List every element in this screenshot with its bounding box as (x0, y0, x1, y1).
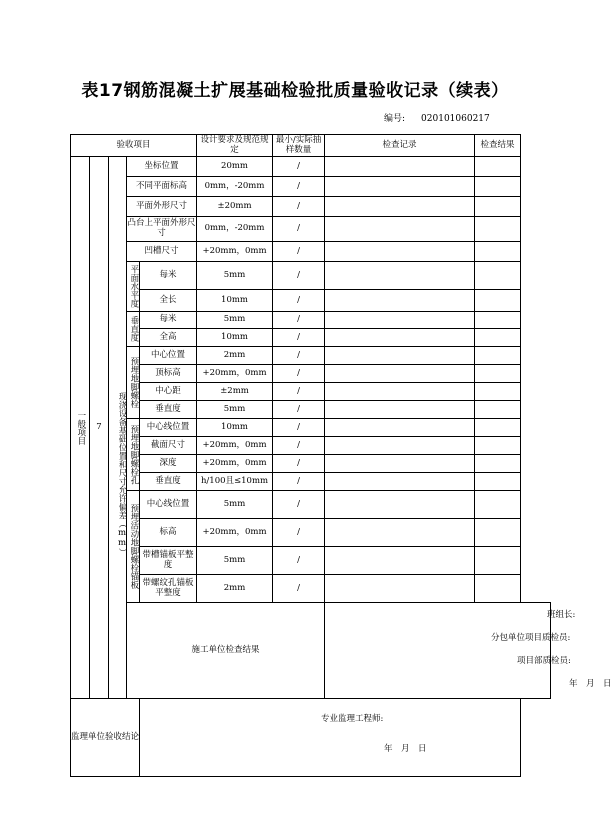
check-record-cell[interactable] (325, 262, 475, 290)
sample-count: / (273, 383, 325, 401)
header-check-record: 检查记录 (325, 135, 475, 157)
sample-count: / (273, 312, 325, 329)
design-value: +20mm，0mm (197, 519, 273, 547)
item-name: 中心线位置 (140, 491, 197, 519)
sample-count: / (273, 491, 325, 519)
record-code (384, 111, 490, 124)
check-record-cell[interactable] (325, 177, 475, 197)
item-name: 中心距 (140, 383, 197, 401)
design-value: 5mm (197, 262, 273, 290)
sample-count: / (273, 290, 325, 312)
design-value: 20mm (197, 157, 273, 177)
check-result-cell[interactable] (475, 575, 521, 603)
team-leader-label: 班组长: (547, 610, 576, 620)
subgroup-anchor-bolt-hole: 预埋地脚螺栓孔 (127, 419, 140, 491)
check-result-cell[interactable] (475, 242, 521, 262)
design-value: +20mm，0mm (197, 437, 273, 455)
design-value: ±20mm (197, 197, 273, 217)
inspection-table (70, 134, 612, 777)
subgroup-anchor-bolt: 预埋地脚螺栓 (127, 347, 140, 419)
check-result-cell[interactable] (475, 262, 521, 290)
design-value: 10mm (197, 290, 273, 312)
code-value: 020101060217 (421, 114, 490, 124)
item-number: 7 (90, 157, 109, 699)
sample-count: / (273, 473, 325, 491)
header-design-requirement: 设计要求及规范规定 (197, 135, 273, 157)
check-result-cell[interactable] (475, 290, 521, 312)
design-value: 5mm (197, 547, 273, 575)
item-name: 每米 (140, 262, 197, 290)
sample-count: / (273, 157, 325, 177)
table-row (71, 177, 551, 197)
sample-count: / (273, 575, 325, 603)
header-sample-count: 最小/实际抽样数量 (273, 135, 325, 157)
engineer-label: 专业监理工程师: (321, 714, 384, 724)
table-row (71, 401, 551, 419)
subgroup-vertical: 垂直度 (127, 312, 140, 347)
subgroup-level: 平面水平度 (127, 262, 140, 312)
check-record-cell[interactable] (325, 419, 475, 437)
check-result-cell[interactable] (475, 347, 521, 365)
construction-date: 年 月 日 (569, 679, 612, 689)
item-name: 全高 (140, 329, 197, 347)
check-record-cell[interactable] (325, 519, 475, 547)
table-row (71, 262, 551, 276)
check-result-cell[interactable] (475, 437, 521, 455)
item-name: 全长 (140, 290, 197, 312)
table-row (71, 329, 551, 347)
header-inspection-item: 验收项目 (71, 135, 197, 157)
sample-count: / (273, 455, 325, 473)
item-name: 坐标位置 (127, 157, 197, 177)
check-record-cell[interactable] (325, 365, 475, 383)
sample-count: / (273, 197, 325, 217)
sample-count: / (273, 329, 325, 347)
supervision-section (71, 699, 551, 777)
sample-count: / (273, 365, 325, 383)
design-value: 0mm，-20mm (197, 177, 273, 197)
table-row (71, 491, 551, 519)
check-result-cell[interactable] (475, 419, 521, 437)
check-result-cell[interactable] (475, 401, 521, 419)
item-name: 平面外形尺寸 (127, 197, 197, 217)
sample-count: / (273, 242, 325, 262)
general-item-label: 一般项目 (71, 157, 90, 699)
group-label: 现浇设备基础位置和尺寸允许偏差（mm） (109, 157, 127, 699)
item-name: 中心线位置 (140, 419, 197, 437)
sample-count: / (273, 547, 325, 575)
sample-count: / (273, 419, 325, 437)
design-value: 10mm (197, 329, 273, 347)
table-row (71, 197, 551, 217)
check-result-cell[interactable] (475, 473, 521, 491)
construction-sign-area[interactable] (325, 603, 612, 699)
item-name: 带槽锚板平整度 (140, 547, 197, 575)
table-row (71, 347, 551, 365)
design-value: +20mm，0mm (197, 455, 273, 473)
check-record-cell[interactable] (325, 242, 475, 262)
check-record-cell[interactable] (325, 347, 475, 365)
check-record-cell[interactable] (325, 290, 475, 312)
item-name: 深度 (140, 455, 197, 473)
check-record-cell[interactable] (325, 455, 475, 473)
project-qc-label: 项目部质检员: (517, 656, 571, 666)
check-result-cell[interactable] (475, 329, 521, 347)
check-result-cell[interactable] (475, 177, 521, 197)
sample-count: / (273, 177, 325, 197)
item-name: 带螺纹孔锚板平整度 (140, 575, 197, 603)
header-row (71, 135, 551, 157)
design-value: 2mm (197, 347, 273, 365)
design-value: 5mm (197, 401, 273, 419)
sample-count: / (273, 347, 325, 365)
check-record-cell[interactable] (325, 329, 475, 347)
design-value: 10mm (197, 419, 273, 437)
check-result-cell[interactable] (475, 217, 521, 242)
table-row (71, 575, 551, 589)
table-row (71, 419, 551, 437)
code-label: 编号: (384, 114, 406, 124)
check-record-cell[interactable] (325, 437, 475, 455)
supervision-label: 监理单位验收结论 (71, 699, 140, 777)
table-row (71, 312, 551, 329)
item-name: 标高 (140, 519, 197, 547)
design-value: h/100且≤10mm (197, 473, 273, 491)
table-row (71, 217, 551, 242)
check-record-cell[interactable] (325, 157, 475, 177)
design-value: +20mm，0mm (197, 242, 273, 262)
item-name: 不同平面标高 (127, 177, 197, 197)
check-record-cell[interactable] (325, 547, 475, 575)
check-record-cell[interactable] (325, 401, 475, 419)
check-result-cell[interactable] (475, 157, 521, 177)
check-result-cell[interactable] (475, 491, 521, 519)
check-result-cell[interactable] (475, 383, 521, 401)
check-result-cell[interactable] (475, 365, 521, 383)
construction-section (71, 603, 551, 699)
item-name: 截面尺寸 (140, 437, 197, 455)
item-name: 垂直度 (140, 473, 197, 491)
sample-count: / (273, 437, 325, 455)
check-record-cell[interactable] (325, 383, 475, 401)
check-record-cell[interactable] (325, 473, 475, 491)
table-row (71, 473, 551, 491)
check-result-cell[interactable] (475, 547, 521, 575)
table-row (71, 383, 551, 401)
table-row (71, 455, 551, 473)
subgroup-active-anchor: 预埋活动地脚螺栓锚板 (127, 491, 140, 603)
check-record-cell[interactable] (325, 312, 475, 329)
table-row (71, 519, 551, 547)
design-value: 2mm (197, 575, 273, 603)
check-result-cell[interactable] (475, 312, 521, 329)
design-value: 0mm，-20mm (197, 217, 273, 242)
sub-qc-label: 分包单位项目质检员: (491, 633, 571, 643)
check-record-cell[interactable] (325, 217, 475, 242)
item-name: 垂直度 (140, 401, 197, 419)
check-result-cell[interactable] (475, 455, 521, 473)
sample-count: / (273, 217, 325, 242)
supervision-date: 年 月 日 (384, 744, 427, 754)
item-name: 每米 (140, 312, 197, 329)
design-value: 5mm (197, 312, 273, 329)
header-check-result: 检查结果 (475, 135, 521, 157)
item-name: 中心位置 (140, 347, 197, 365)
sample-count: / (273, 401, 325, 419)
design-value: ±2mm (197, 383, 273, 401)
table-row (71, 437, 551, 455)
design-value: 5mm (197, 491, 273, 519)
check-record-cell[interactable] (325, 575, 475, 603)
check-record-cell[interactable] (325, 491, 475, 519)
sample-count: / (273, 262, 325, 290)
table-row (71, 242, 551, 262)
check-record-cell[interactable] (325, 197, 475, 217)
item-name: 凹槽尺寸 (127, 242, 197, 262)
table-row (71, 157, 551, 177)
check-result-cell[interactable] (475, 519, 521, 547)
check-result-cell[interactable] (475, 197, 521, 217)
table-row (71, 290, 551, 312)
design-value: +20mm，0mm (197, 365, 273, 383)
item-name: 顶标高 (140, 365, 197, 383)
construction-label: 施工单位检查结果 (127, 603, 325, 699)
supervision-sign-area[interactable] (140, 699, 521, 777)
table-row (71, 365, 551, 383)
item-name: 凸台上平面外形尺寸 (127, 217, 197, 242)
sample-count: / (273, 519, 325, 547)
table-row (71, 547, 551, 575)
page-title: 表17钢筋混凝土扩展基础检验批质量验收记录（续表） (81, 81, 509, 101)
